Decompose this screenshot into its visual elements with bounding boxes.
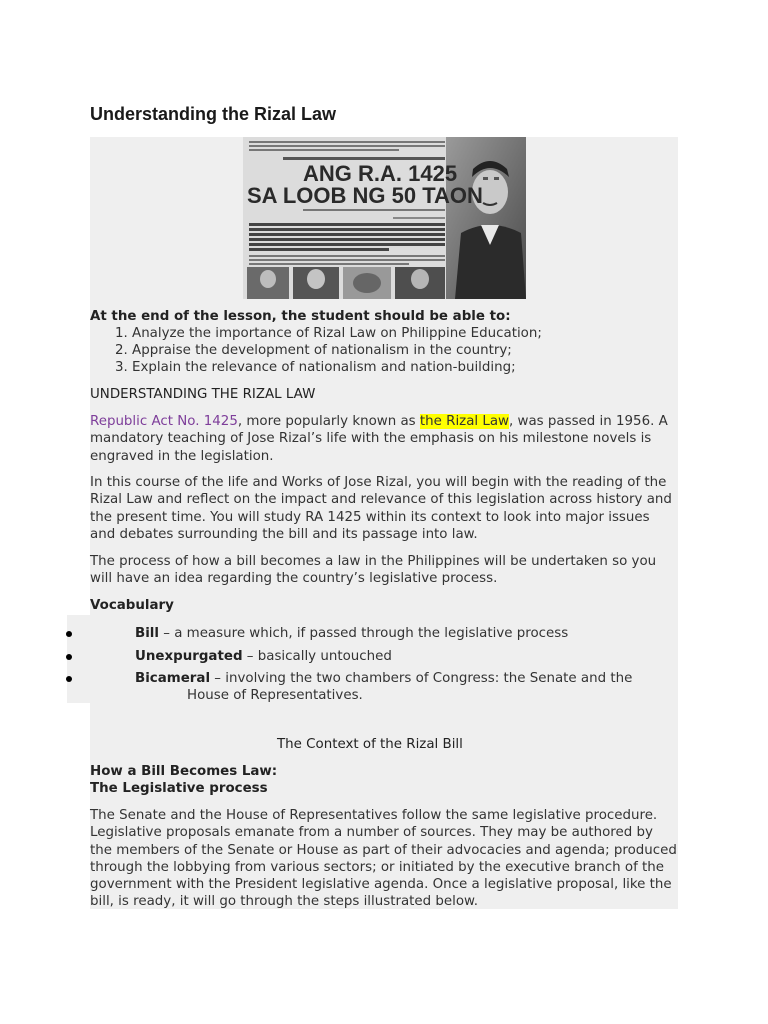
republic-act-link[interactable]: Republic Act No. 1425 (90, 414, 238, 429)
context-heading: The Context of the Rizal Bill (277, 737, 463, 752)
course-paragraph: In this course of the life and Works of Jose Rizal, you will begin with the reading of the Rizal Law and reflect on the impact and relevance of this legislation across history and the present time. You will study RA 1425 within its context to look into major issues and debates surrounding the bill and its passage into law. (90, 475, 672, 542)
rizal-law-poster-image (243, 137, 526, 299)
document-title: Understanding the Rizal Law (90, 104, 337, 124)
bullet-icon (66, 676, 72, 682)
process-paragraph: The process of how a bill becomes a law in the Philippines will be undertaken so you will have an idea regarding the country’s legislative process. (90, 554, 657, 587)
bullet-icon (66, 654, 72, 660)
objective-item: 2. Appraise the development of nationalism in the country; (115, 343, 512, 358)
intro-text: , more popularly known as (237, 414, 420, 429)
objectives-heading: At the end of the lesson, the student should be able to: (90, 309, 511, 324)
bill-heading-1: How a Bill Becomes Law: (90, 764, 278, 779)
rizal-law-highlight: the Rizal Law (419, 414, 509, 429)
intro-text: , was passed in 1956. A mandatory teaching of Jose Rizal’s life with the emphasis on his milestone novels is engraved in the legislation. (90, 414, 668, 464)
bill-heading-2: The Legislative process (90, 781, 268, 796)
objective-item: 3. Explain the relevance of nationalism and nation-building; (115, 360, 516, 375)
poster-headline-1: ANG R.A. 1425 (303, 161, 458, 186)
vocab-term: Bill (135, 626, 159, 641)
vocab-definition: – involving the two chambers of Congress: the Senate and the (210, 671, 633, 686)
poster-graphic (243, 137, 526, 299)
vocab-definition: – basically untouched (242, 649, 392, 664)
vocabulary-item (135, 648, 392, 665)
objective-item: 1. Analyze the importance of Rizal Law on Philippine Education; (115, 326, 542, 341)
vocab-term: Unexpurgated (135, 649, 243, 664)
poster-headline-2: SA LOOB NG 50 TAON (247, 183, 483, 208)
intro-paragraph (90, 413, 670, 465)
section-heading: UNDERSTANDING THE RIZAL LAW (90, 387, 316, 402)
vocab-definition-continuation: House of Representatives. (187, 688, 363, 703)
legislative-paragraph: The Senate and the House of Representatives follow the same legislative procedure. Legislative proposals emanate from a number of sources. They may be authored by the members of the Senate or House as part of their advocacies and agenda; produced through the lobbying from various sectors; or initiated by the executive branch of the government with the President legislative agenda. Once a legislative proposal, like the bill, is ready, it will go through the steps illustrated below. (90, 808, 677, 910)
bullet-icon (66, 631, 72, 637)
vocabulary-item (135, 625, 568, 642)
vocab-definition: – a measure which, if passed through the legislative process (158, 626, 569, 641)
vocabulary-heading: Vocabulary (90, 598, 174, 613)
vocab-term: Bicameral (135, 671, 211, 686)
vocabulary-item (135, 670, 632, 687)
